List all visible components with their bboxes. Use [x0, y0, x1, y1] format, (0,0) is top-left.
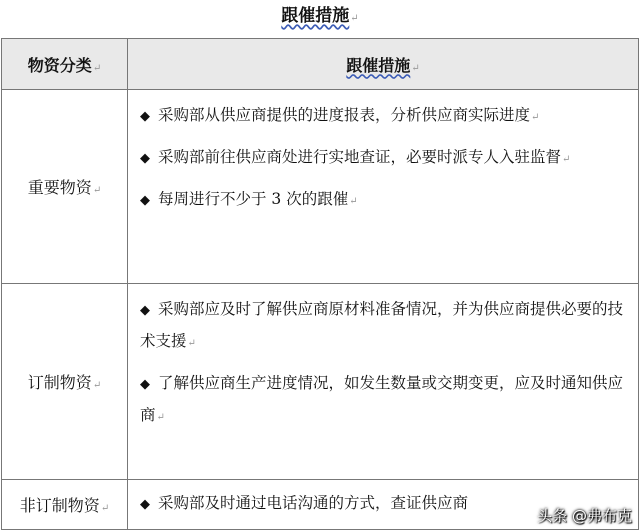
measures-cell [128, 90, 639, 284]
list-item: ◆ 了解供应商生产进度情况，如发生数量或交期变更，应及时通知供应商↵ [140, 374, 624, 424]
table-row [2, 90, 639, 284]
diamond-bullet-icon: ◆ [140, 496, 150, 512]
return-mark: ↵ [350, 13, 359, 24]
header-measures: 跟催措施↵ [128, 39, 639, 90]
table-row [2, 284, 639, 480]
list-item: ◆ 采购部应及时了解供应商原材料准备情况，并为供应商提供必要的技术支援↵ [140, 300, 624, 350]
diamond-bullet-icon: ◆ [140, 109, 150, 124]
header-category: 物资分类↵ [2, 39, 128, 90]
category-cell: 订制物资↵ [2, 284, 128, 480]
watermark: 头条 @弗布克 [537, 507, 632, 525]
list-item: ◆ 采购部从供应商提供的进度报表，分析供应商实际进度↵ [140, 106, 540, 124]
document-title [0, 4, 640, 28]
measures-cell [128, 284, 639, 480]
list-item: ◆ 采购部前往供应商处进行实地查证，必要时派专人入驻监督↵ [140, 148, 571, 166]
title-text: 跟催措施 [281, 6, 350, 26]
diamond-bullet-icon: ◆ [140, 303, 150, 318]
list-item: ◆ 采购部及时通过电话沟通的方式，查证供应商 [140, 493, 469, 512]
category-cell: 重要物资↵ [2, 90, 128, 284]
list-item: ◆ 每周进行不少于 3 次的跟催↵ [140, 190, 358, 208]
diamond-bullet-icon: ◆ [140, 193, 150, 208]
diamond-bullet-icon: ◆ [140, 377, 150, 392]
diamond-bullet-icon: ◆ [140, 151, 150, 166]
header-row [2, 39, 639, 90]
follow-up-table [1, 38, 639, 530]
category-cell: 非订制物资↵ [2, 480, 128, 530]
